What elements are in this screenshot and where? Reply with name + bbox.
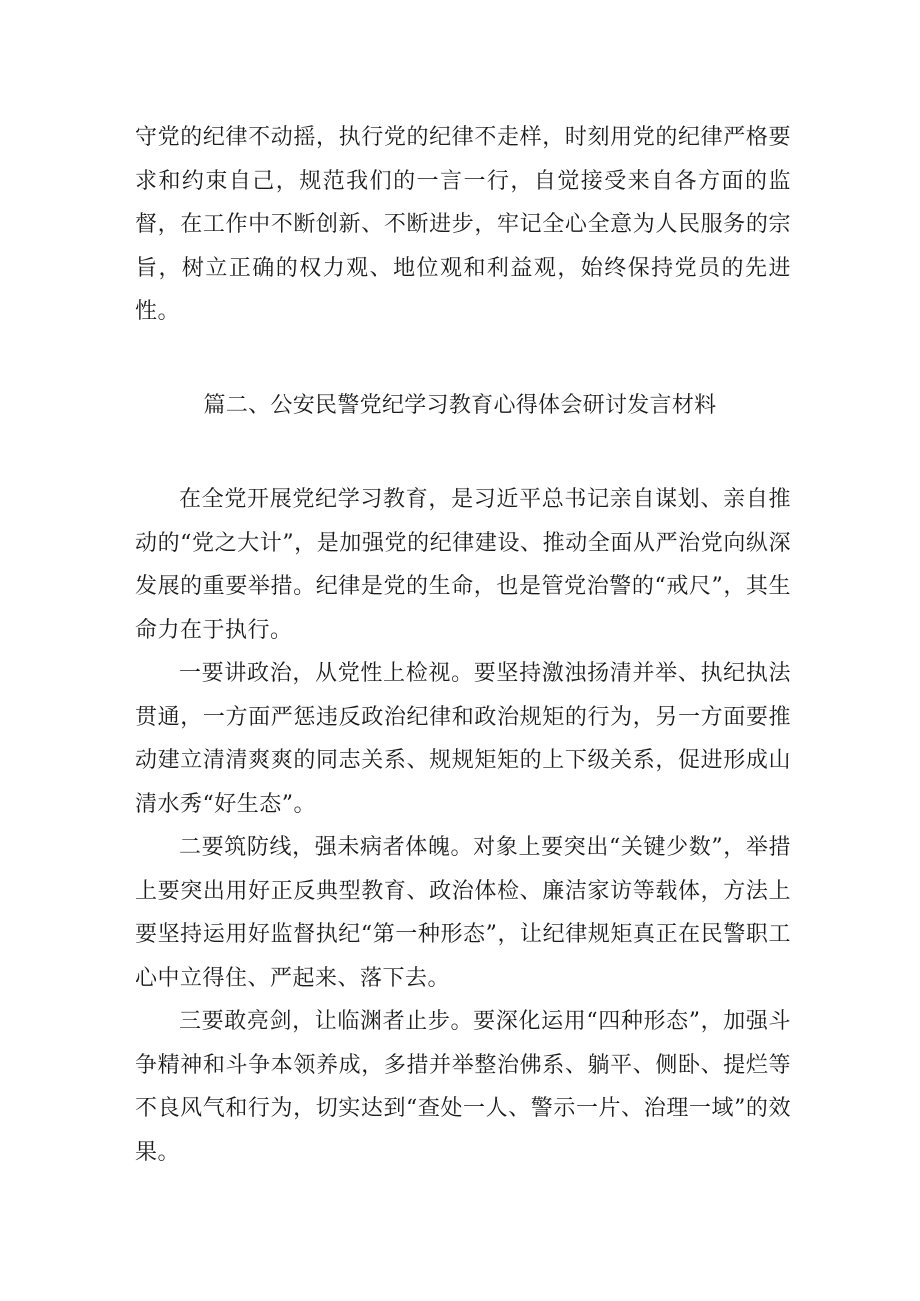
body-paragraph-4: 三要敢亮剑，让临渊者止步。要深化运用“四种形态”，加强斗争精神和斗争本领养成，多措并举整治佛系、躺平、侧卧、提烂等不良风气和行为，切实达到“查处一人、警示一片、治理一域”的效果。 [135,1009,791,1165]
body-paragraph-2: 一要讲政治，从党性上检视。要坚持激浊扬清并举、执纪执法贯通，一方面严惩违反政治纪律和政治规矩的行为，另一方面要推动建立清清爽爽的同志关系、规规矩矩的上下级关系，促进形成山清水秀“好生态”。 [135,661,791,817]
body-paragraph-3: 二要筑防线，强未病者体魄。对象上要突出“关键少数”，举措上要突出用好正反典型教育、政治体检、廉洁家访等载体，方法上要坚持运用好监督执纪“第一种形态”，让纪律规矩真正在民警职工心中立得住、严起来、落下去。 [135,835,791,991]
body-section [135,478,791,1174]
section-heading: 篇二、公安民警党纪学习教育心得体会研讨发言材料 [203,393,717,418]
intro-paragraph: 守党的纪律不动摇，执行党的纪律不走样，时刻用党的纪律严格要求和约束自己，规范我们的一言一行，自觉接受来自各方面的监督，在工作中不断创新、不断进步，牢记全心全意为人民服务的宗旨，树立正确的权力观、地位观和利益观，始终保持党员的先进性。 [135,125,791,324]
body-paragraph-1: 在全党开展党纪学习教育，是习近平总书记亲自谋划、亲自推动的“党之大计”，是加强党的纪律建设、推动全面从严治党向纵深发展的重要举措。纪律是党的生命，也是管党治警的“戒尺”，其生命力在于执行。 [135,487,791,643]
